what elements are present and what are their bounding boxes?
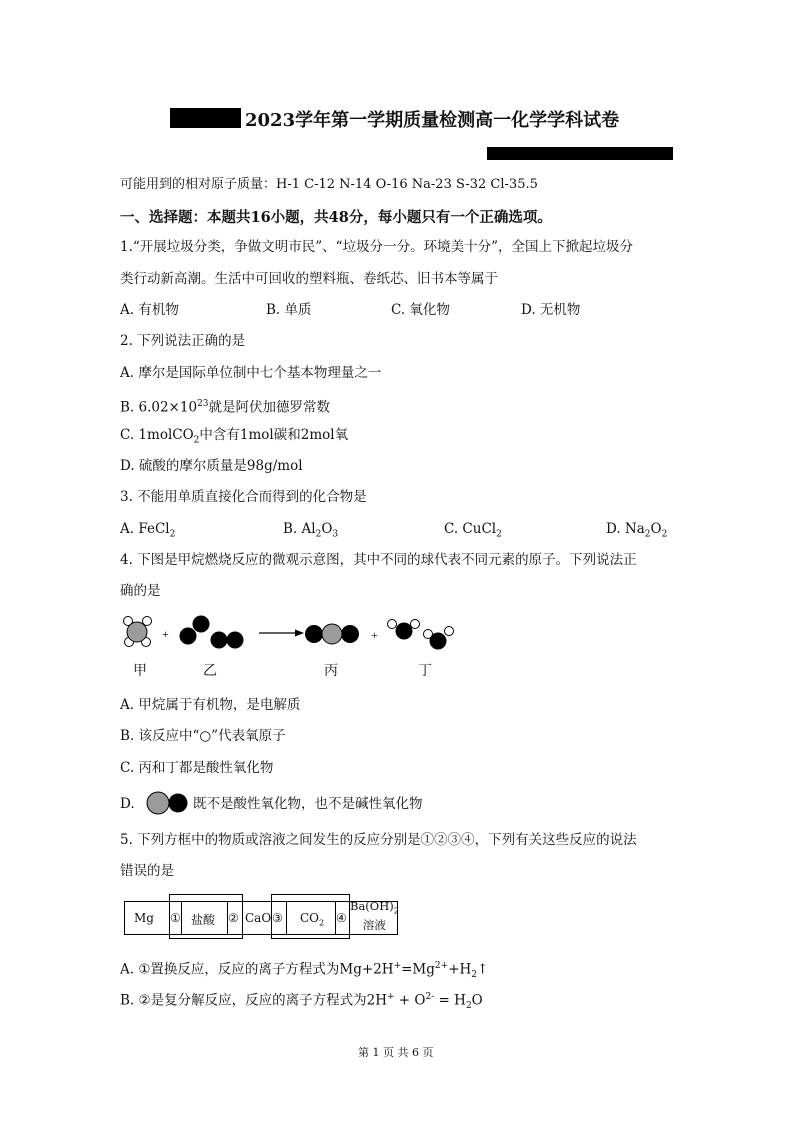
q1-option-a: A. 有机物: [120, 302, 179, 318]
exam-title: 2023学年第一学期质量检测高一化学学科试卷: [245, 110, 620, 131]
box-cao: CaO: [245, 911, 272, 925]
q5-stem-line1: 5. 下列方框中的物质或溶液之间发生的反应分别是①②③④，下列有关这些反应的说法: [120, 832, 637, 848]
q4-option-a: A. 甲烷属于有机物，是电解质: [120, 697, 301, 713]
reaction-box-chain: [124, 894, 399, 939]
q1-stem-line1: 1.“开展垃圾分类，争做文明市民”、“垃圾分一分。环境美十分”，全国上下掀起垃圾分: [120, 239, 633, 255]
box-reaction-2: ②: [228, 911, 239, 925]
section-heading: 一、选择题：本题共16小题，共48分，每小题只有一个正确选项。: [120, 209, 552, 226]
q4-option-d-text: 既不是酸性氧化物，也不是碱性氧化物: [193, 796, 423, 812]
q2-option-b: B. $6.02\times 10^{23}$就是阿伏加德罗常数: [120, 399, 331, 416]
q4-option-c: C. 丙和丁都是酸性氧化物: [120, 760, 274, 776]
q2-option-c: C. 1molCO$_2$中含有1mol碳和2mol氧: [120, 427, 349, 446]
q3-option-b: B. $Al_2O_3$: [283, 521, 339, 540]
box-baoh2: $Ba(OH)_2$ 溶液: [350, 899, 399, 933]
q2-option-d: D. 硫酸的摩尔质量是98g/mol: [120, 458, 303, 474]
box-reaction-3: ③: [272, 911, 283, 925]
q5-option-a: A. ①置换反应，反应的离子方程式为$Mg+2H^+=Mg^{2+}+H_2↑$: [120, 961, 489, 981]
plus-sign: +: [162, 627, 169, 641]
page-footer: 第 1 页 共 6 页: [358, 1046, 434, 1059]
q3-option-a: A. FeCl$_2$: [120, 521, 176, 540]
atom-black: [341, 625, 359, 643]
label-yi: 乙: [203, 663, 217, 679]
q1-option-c: C. 氧化物: [391, 302, 450, 318]
co-molecule-icon: [143, 789, 191, 817]
atom-black: [430, 633, 447, 650]
molecule-ding: [388, 620, 454, 650]
box-reaction-1: ①: [170, 911, 181, 925]
molecule-yi: [180, 616, 244, 649]
atom-grey: [127, 622, 147, 642]
atom-small-white: [388, 620, 397, 629]
atom-black: [305, 625, 323, 643]
box-co2: $CO_2$: [300, 911, 325, 928]
arrow-head: [295, 630, 304, 637]
q3-option-d: D. $Na_2O_2$: [606, 521, 668, 540]
atom-grey: [322, 624, 342, 644]
box-hcl: 盐酸: [191, 913, 216, 927]
molecule-bing: [305, 624, 359, 644]
q5-stem-line2: 错误的是: [120, 863, 174, 879]
q1-stem-line2: 类行动新高潮。生活中可回收的塑料瓶、卷纸芯、旧书本等属于: [120, 271, 498, 287]
box-reaction-4: ④: [336, 911, 347, 925]
label-ding: 丁: [418, 663, 432, 679]
q4-stem-line2: 确的是: [120, 583, 161, 599]
box-mg: Mg: [134, 911, 154, 925]
atom-black: [396, 623, 413, 640]
label-bing: 丙: [324, 663, 338, 679]
atom-black: [193, 616, 210, 633]
q4-stem-line1: 4. 下图是甲烷燃烧反应的微观示意图，其中不同的球代表不同元素的原子。下列说法正: [120, 552, 637, 568]
atom-grey: [147, 792, 169, 814]
q2-option-a: A. 摩尔是国际单位制中七个基本物理量之一: [120, 365, 382, 381]
q3-stem: 3. 不能用单质直接化合而得到的化合物是: [120, 489, 367, 505]
q1-option-b: B. 单质: [266, 302, 312, 318]
atom-black: [169, 794, 188, 813]
q1-option-d: D. 无机物: [521, 302, 581, 318]
molecule-jia: [124, 617, 152, 647]
atom-black: [211, 632, 228, 649]
atom-small-white: [445, 627, 454, 636]
label-jia: 甲: [133, 663, 147, 679]
q2-stem: 2. 下列说法正确的是: [120, 333, 246, 349]
redacted-block-subtitle: [487, 147, 673, 160]
q5-option-b: B. ②是复分解反应，反应的离子方程式为$2H^+ + O^{2-} = H_2O$: [120, 992, 483, 1012]
plus-sign: +: [371, 628, 378, 642]
atom-black: [180, 628, 197, 645]
q4-option-d-label: D.: [120, 796, 135, 812]
q4-option-b: B. 该反应中“○”代表氧原子: [120, 728, 286, 744]
q3-option-c: C. CuCl$_2$: [444, 521, 502, 540]
atomic-masses: 可能用到的相对原子质量：H-1 C-12 N-14 O-16 Na-23 S-32 Cl-35.5: [120, 177, 538, 192]
redacted-block-title: [170, 108, 241, 128]
atom-black: [227, 632, 244, 649]
atom-small-white: [411, 620, 420, 629]
